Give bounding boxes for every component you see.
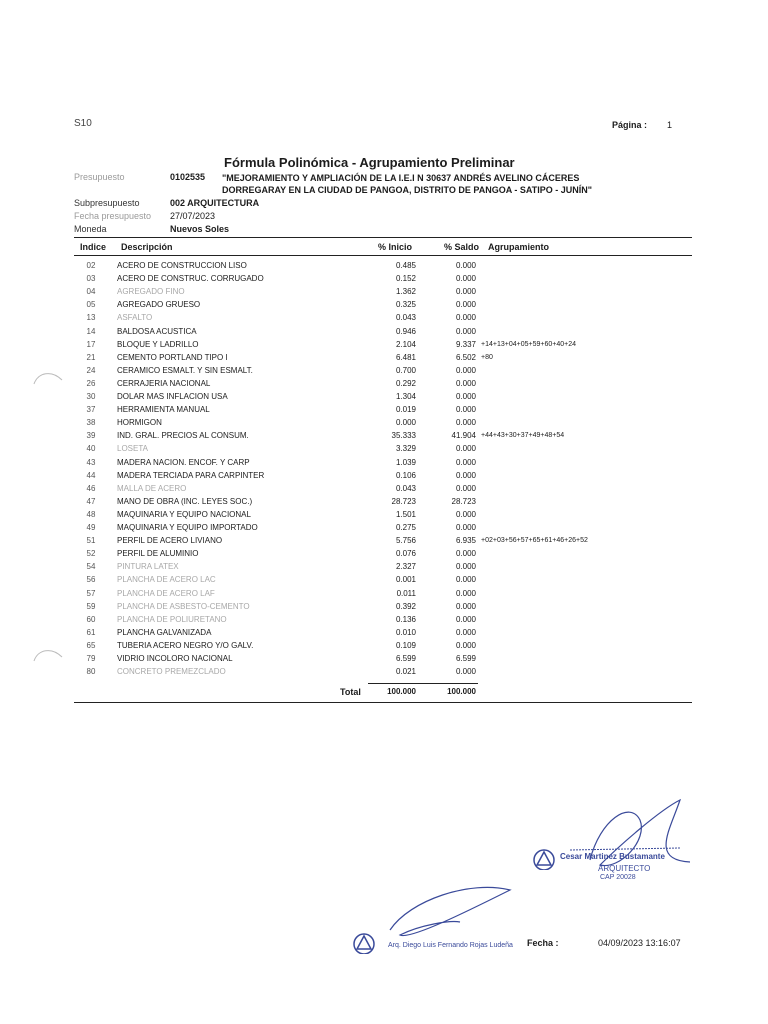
row-indice: 13	[86, 313, 96, 322]
row-inicio: 0.292	[395, 379, 416, 388]
signer2-name: Arq. Diego Luis Fernando Rojas Ludeña	[388, 942, 513, 949]
table-top-rule	[74, 237, 692, 238]
row-descripcion: ASFALTO	[117, 313, 153, 322]
col-header-agrupamiento: Agrupamiento	[488, 242, 550, 252]
row-saldo: 9.337	[455, 340, 476, 349]
col-header-saldo: % Saldo	[444, 242, 480, 252]
row-indice: 59	[86, 602, 96, 611]
row-agrupamiento: +02+03+56+57+65+61+46+26+52	[481, 537, 588, 544]
row-indice: 60	[86, 615, 96, 624]
row-inicio: 35.333	[391, 431, 416, 440]
row-inicio: 1.501	[395, 510, 416, 519]
signer1-title: ARQUITECTO	[598, 864, 651, 873]
row-agrupamiento	[481, 639, 681, 652]
table-header-rule	[74, 255, 692, 256]
row-saldo: 0.000	[455, 287, 476, 296]
row-descripcion: HERRAMIENTA MANUAL	[117, 405, 210, 414]
row-agrupamiento	[481, 508, 681, 521]
row-saldo: 0.000	[455, 313, 476, 322]
row-descripcion: ACERO DE CONSTRUCCION LISO	[117, 261, 247, 270]
row-saldo: 41.904	[451, 431, 476, 440]
row-descripcion: PLANCHA DE POLIURETANO	[117, 615, 227, 624]
row-agrupamiento	[481, 311, 681, 324]
row-agrupamiento	[481, 573, 681, 586]
subpresupuesto-value: 002 ARQUITECTURA	[170, 198, 260, 208]
row-inicio: 0.001	[395, 575, 416, 584]
row-inicio: 0.019	[395, 405, 416, 414]
row-inicio: 0.011	[396, 589, 416, 598]
row-saldo: 0.000	[455, 392, 476, 401]
row-descripcion: PLANCHA DE ACERO LAC	[117, 575, 216, 584]
row-inicio: 1.039	[395, 458, 416, 467]
row-agrupamiento	[481, 390, 681, 403]
page-title: Fórmula Polinómica - Agrupamiento Preliminar	[224, 155, 515, 170]
row-agrupamiento	[481, 613, 681, 626]
row-agrupamiento	[481, 364, 681, 377]
row-indice: 24	[86, 366, 96, 375]
row-saldo: 0.000	[455, 300, 476, 309]
triangle-logo-2-icon	[352, 932, 376, 954]
row-descripcion: AGREGADO GRUESO	[117, 300, 201, 309]
row-saldo: 6.599	[455, 654, 476, 663]
col-header-inicio: % Inicio	[378, 242, 413, 252]
row-inicio: 0.152	[395, 274, 416, 283]
row-inicio: 1.304	[395, 392, 416, 401]
row-indice: 61	[86, 628, 96, 637]
row-indice: 54	[86, 562, 96, 571]
row-saldo: 0.000	[455, 641, 476, 650]
row-descripcion: PERFIL DE ALUMINIO	[117, 549, 199, 558]
presupuesto-label: Presupuesto	[74, 172, 125, 182]
row-descripcion: TUBERIA ACERO NEGRO Y/O GALV.	[117, 641, 254, 650]
presupuesto-desc-line2: DORREGARAY EN LA CIUDAD DE PANGOA, DISTRITO DE PANGOA - SATIPO - JUNÍN"	[222, 185, 592, 195]
row-inicio: 0.485	[395, 261, 416, 270]
signature-stamp-engineer	[350, 880, 530, 960]
row-indice: 46	[86, 484, 96, 493]
row-agrupamiento	[481, 272, 681, 285]
row-agrupamiento	[481, 665, 681, 678]
row-agrupamiento	[481, 521, 681, 534]
presupuesto-description	[222, 172, 642, 196]
row-indice: 40	[86, 444, 96, 453]
row-descripcion: AGREGADO FINO	[117, 287, 185, 296]
row-descripcion: BLOQUE Y LADRILLO	[117, 340, 199, 349]
row-agrupamiento	[481, 285, 681, 298]
total-label: Total	[340, 687, 361, 697]
row-indice: 43	[86, 458, 96, 467]
row-saldo: 0.000	[455, 523, 476, 532]
row-saldo: 0.000	[455, 602, 476, 611]
signature-stamp-architect	[530, 790, 700, 890]
subpresupuesto-label: Subpresupuesto	[74, 198, 140, 208]
row-indice: 14	[86, 327, 96, 336]
row-agrupamiento: +14+13+04+05+59+60+40+24	[481, 341, 576, 348]
row-saldo: 0.000	[455, 549, 476, 558]
margin-mark-2	[30, 645, 66, 667]
row-indice: 02	[86, 261, 96, 270]
row-inicio: 0.043	[395, 484, 416, 493]
col-header-indice: Indice	[80, 242, 107, 252]
row-indice: 57	[86, 589, 96, 598]
row-indice: 26	[86, 379, 96, 388]
fecha-presupuesto-label: Fecha presupuesto	[74, 211, 152, 221]
row-descripcion: HORMIGON	[117, 418, 162, 427]
row-inicio: 0.392	[395, 602, 416, 611]
row-inicio: 6.481	[395, 353, 416, 362]
row-indice: 79	[86, 654, 96, 663]
row-inicio: 0.010	[395, 628, 416, 637]
row-descripcion: MADERA NACION. ENCOF. Y CARP	[117, 458, 250, 467]
row-inicio: 0.000	[395, 418, 416, 427]
row-saldo: 0.000	[455, 575, 476, 584]
row-agrupamiento	[481, 652, 681, 665]
row-inicio: 0.109	[395, 641, 416, 650]
row-descripcion: CERAMICO ESMALT. Y SIN ESMALT.	[117, 366, 253, 375]
row-saldo: 6.502	[455, 353, 476, 362]
row-descripcion: PINTURA LATEX	[117, 562, 179, 571]
row-descripcion: PLANCHA DE ASBESTO-CEMENTO	[117, 602, 250, 611]
row-indice: 21	[86, 353, 96, 362]
row-saldo: 0.000	[455, 444, 476, 453]
row-inicio: 0.021	[395, 667, 416, 676]
row-descripcion: MAQUINARIA Y EQUIPO IMPORTADO	[117, 523, 258, 532]
row-agrupamiento	[481, 600, 681, 613]
page-label: Página :	[612, 120, 648, 130]
row-descripcion: MADERA TERCIADA PARA CARPINTER	[117, 471, 265, 480]
row-indice: 39	[86, 431, 96, 440]
row-descripcion: CONCRETO PREMEZCLADO	[117, 667, 226, 676]
row-inicio: 6.599	[395, 654, 416, 663]
row-inicio: 5.756	[395, 536, 416, 545]
total-saldo: 100.000	[447, 687, 476, 696]
row-agrupamiento	[481, 325, 681, 338]
presupuesto-desc-line1: "MEJORAMIENTO Y AMPLIACIÓN DE LA I.E.I N 30637 ANDRÉS AVELINO CÁCERES	[222, 173, 580, 183]
fecha-value: 04/09/2023 13:16:07	[598, 938, 681, 948]
row-saldo: 0.000	[455, 261, 476, 270]
row-indice: 56	[86, 575, 96, 584]
row-indice: 48	[86, 510, 96, 519]
fecha-presupuesto-value: 27/07/2023	[170, 211, 216, 221]
row-indice: 17	[86, 340, 96, 349]
row-inicio: 0.275	[395, 523, 416, 532]
row-descripcion: PERFIL DE ACERO LIVIANO	[117, 536, 223, 545]
row-indice: 80	[86, 667, 96, 676]
row-agrupamiento	[481, 587, 681, 600]
row-indice: 49	[86, 523, 96, 532]
row-saldo: 6.935	[455, 536, 476, 545]
row-saldo: 0.000	[455, 615, 476, 624]
row-indice: 47	[86, 497, 96, 506]
report-code: S10	[74, 118, 92, 129]
page-number: 1	[667, 120, 673, 130]
row-saldo: 0.000	[455, 471, 476, 480]
row-descripcion: MAQUINARIA Y EQUIPO NACIONAL	[117, 510, 251, 519]
row-indice: 37	[86, 405, 96, 414]
presupuesto-code: 0102535	[170, 172, 206, 182]
row-saldo: 0.000	[455, 418, 476, 427]
table-bottom-rule	[74, 702, 692, 703]
row-saldo: 0.000	[455, 366, 476, 375]
row-descripcion: ACERO DE CONSTRUC. CORRUGADO	[117, 274, 264, 283]
row-indice: 03	[86, 274, 96, 283]
row-saldo: 0.000	[455, 510, 476, 519]
signer1-cap: CAP 20028	[600, 874, 636, 881]
row-saldo: 0.000	[455, 562, 476, 571]
fecha-label: Fecha :	[527, 938, 559, 948]
row-descripcion: BALDOSA ACUSTICA	[117, 327, 197, 336]
moneda-label: Moneda	[74, 224, 107, 234]
row-agrupamiento: +80	[481, 354, 493, 361]
row-descripcion: VIDRIO INCOLORO NACIONAL	[117, 654, 233, 663]
row-agrupamiento	[481, 560, 681, 573]
row-indice: 52	[86, 549, 96, 558]
row-agrupamiento	[481, 482, 681, 495]
row-agrupamiento: +44+43+30+37+49+48+54	[481, 432, 565, 439]
row-inicio: 0.700	[395, 366, 416, 375]
row-saldo: 0.000	[455, 458, 476, 467]
total-rule	[368, 683, 478, 684]
triangle-logo-icon	[532, 848, 556, 870]
row-inicio: 0.136	[395, 615, 416, 624]
signer1-name: Cesar Martinez Bustamante	[560, 852, 665, 861]
row-descripcion: PLANCHA GALVANIZADA	[117, 628, 212, 637]
row-indice: 38	[86, 418, 96, 427]
row-saldo: 28.723	[451, 497, 476, 506]
row-agrupamiento	[481, 259, 681, 272]
row-descripcion: PLANCHA DE ACERO LAF	[117, 589, 215, 598]
row-saldo: 0.000	[455, 405, 476, 414]
row-inicio: 0.076	[395, 549, 416, 558]
row-saldo: 0.000	[455, 327, 476, 336]
row-agrupamiento	[481, 416, 681, 429]
row-inicio: 0.325	[395, 300, 416, 309]
row-indice: 44	[86, 471, 96, 480]
row-descripcion: CERRAJERIA NACIONAL	[117, 379, 211, 388]
row-inicio: 1.362	[395, 287, 416, 296]
row-agrupamiento	[481, 456, 681, 469]
row-indice: 04	[86, 287, 96, 296]
row-indice: 51	[86, 536, 96, 545]
row-saldo: 0.000	[455, 484, 476, 493]
row-agrupamiento	[481, 403, 681, 416]
row-saldo: 0.000	[455, 379, 476, 388]
col-header-descripcion: Descripción	[121, 242, 173, 252]
row-agrupamiento	[481, 442, 681, 455]
row-inicio: 0.946	[395, 327, 416, 336]
row-inicio: 2.327	[395, 562, 416, 571]
row-inicio: 0.106	[395, 471, 416, 480]
row-descripcion: DOLAR MAS INFLACION USA	[117, 392, 228, 401]
row-agrupamiento	[481, 298, 681, 311]
row-indice: 65	[86, 641, 96, 650]
total-inicio: 100.000	[387, 687, 416, 696]
row-descripcion: CEMENTO PORTLAND TIPO I	[117, 353, 228, 362]
row-indice: 05	[86, 300, 96, 309]
row-agrupamiento	[481, 377, 681, 390]
row-descripcion: MANO DE OBRA (INC. LEYES SOC.)	[117, 497, 253, 506]
row-inicio: 28.723	[391, 497, 416, 506]
row-agrupamiento	[481, 626, 681, 639]
row-saldo: 0.000	[455, 274, 476, 283]
row-descripcion: IND. GRAL. PRECIOS AL CONSUM.	[117, 431, 249, 440]
row-saldo: 0.000	[455, 628, 476, 637]
row-saldo: 0.000	[455, 667, 476, 676]
row-inicio: 2.104	[395, 340, 416, 349]
row-agrupamiento	[481, 469, 681, 482]
row-agrupamiento	[481, 547, 681, 560]
row-saldo: 0.000	[455, 589, 476, 598]
moneda-value: Nuevos Soles	[170, 224, 230, 234]
row-inicio: 0.043	[395, 313, 416, 322]
row-agrupamiento	[481, 495, 681, 508]
row-descripcion: LOSETA	[117, 444, 148, 453]
margin-mark	[30, 368, 66, 390]
row-indice: 30	[86, 392, 96, 401]
row-inicio: 3.329	[395, 444, 416, 453]
row-descripcion: MALLA DE ACERO	[117, 484, 187, 493]
